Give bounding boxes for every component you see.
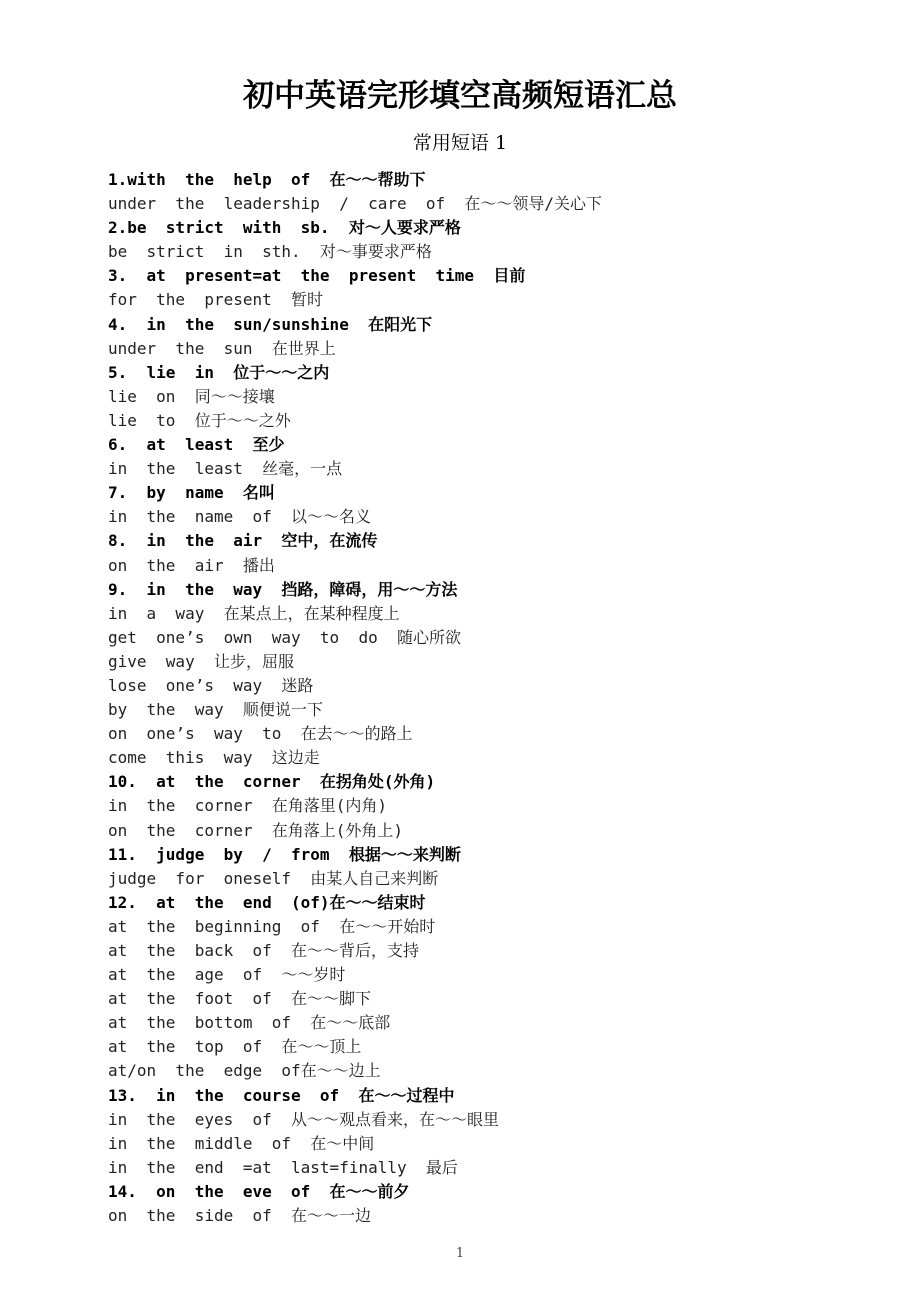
- phrase-entry: in the least 丝毫，一点: [108, 459, 343, 479]
- phrase-entry: at the age of ～～岁时: [108, 965, 346, 985]
- phrase-heading: 14. on the eve of 在～～前夕: [108, 1181, 410, 1201]
- phrase-heading: 4. in the sun/sunshine 在阳光下: [108, 314, 433, 334]
- phrase-entry: be strict in sth. 对～事要求严格: [108, 242, 432, 262]
- phrase-entry: under the leadership / care of 在～～领导/关心下: [108, 194, 603, 214]
- phrase-heading: 7. by name 名叫: [108, 483, 275, 503]
- phrase-heading: 2.be strict with sb. 对～人要求严格: [108, 218, 461, 238]
- phrase-entry: at the beginning of 在～～开始时: [108, 916, 436, 936]
- phrase-heading: 3. at present=at the present time 目前: [108, 266, 526, 286]
- section-subtitle: 常用短语 1: [412, 132, 508, 154]
- phrase-entry: lie to 位于～～之外: [108, 410, 291, 430]
- phrase-heading: 9. in the way 挡路，障碍，用～～方法: [108, 579, 458, 599]
- phrase-entry: on the corner 在角落上(外角上): [108, 820, 404, 840]
- phrase-entry: get one’s own way to do 随心所欲: [108, 627, 461, 647]
- phrase-entry: by the way 顺便说一下: [108, 700, 323, 720]
- phrase-entry: in the end =at last=finally 最后: [108, 1157, 458, 1177]
- phrase-entry: in the name of 以～～名义: [108, 507, 372, 527]
- phrase-heading: 11. judge by / from 根据～～来判断: [108, 844, 461, 864]
- phrase-heading: 8. in the air 空中，在流传: [108, 531, 378, 551]
- phrase-heading: 12. at the end (of)在～～结束时: [108, 892, 426, 912]
- phrase-entry: in a way 在某点上，在某种程度上: [108, 603, 400, 623]
- phrase-entry: at the top of 在～～顶上: [108, 1037, 362, 1057]
- phrase-entry: lie on 同～～接壤: [108, 386, 275, 406]
- phrase-heading: 1.with the help of 在～～帮助下: [108, 170, 426, 189]
- phrase-entry: in the corner 在角落里(内角): [108, 796, 388, 816]
- phrase-heading: 13. in the course of 在～～过程中: [108, 1085, 455, 1105]
- phrase-entry: at the bottom of 在～～底部: [108, 1013, 391, 1033]
- phrase-entry: give way 让步，屈服: [108, 651, 294, 671]
- phrase-entry: come this way 这边走: [108, 748, 320, 768]
- phrase-heading: 5. lie in 位于～～之内: [108, 362, 330, 382]
- page-number: 1: [455, 1246, 465, 1261]
- phrase-entry: in the middle of 在～中间: [108, 1133, 375, 1153]
- phrase-heading: 6. at least 至少: [108, 435, 285, 455]
- phrase-entry: at the back of 在～～背后，支持: [108, 941, 420, 960]
- phrase-entry: for the present 暂时: [108, 290, 324, 310]
- phrase-entry: lose one’s way 迷路: [108, 675, 314, 695]
- phrase-heading: 10. at the corner 在拐角处(外角): [108, 772, 436, 792]
- phrase-list: [108, 168, 868, 1228]
- phrase-entry: on one’s way to 在去～～的路上: [108, 724, 413, 744]
- page-title: 初中英语完形填空高频短语汇总: [243, 78, 677, 114]
- phrase-entry: at the foot of 在～～脚下: [108, 989, 372, 1009]
- phrase-entry: on the air 播出: [108, 555, 275, 575]
- phrase-entry: at/on the edge of在～～边上: [108, 1061, 381, 1081]
- phrase-entry: in the eyes of 从～～观点看来，在～～眼里: [108, 1109, 500, 1129]
- phrase-entry: on the side of 在～～一边: [108, 1206, 372, 1226]
- phrase-entry: under the sun 在世界上: [108, 338, 336, 358]
- phrase-entry: judge for oneself 由某人自己来判断: [108, 868, 439, 888]
